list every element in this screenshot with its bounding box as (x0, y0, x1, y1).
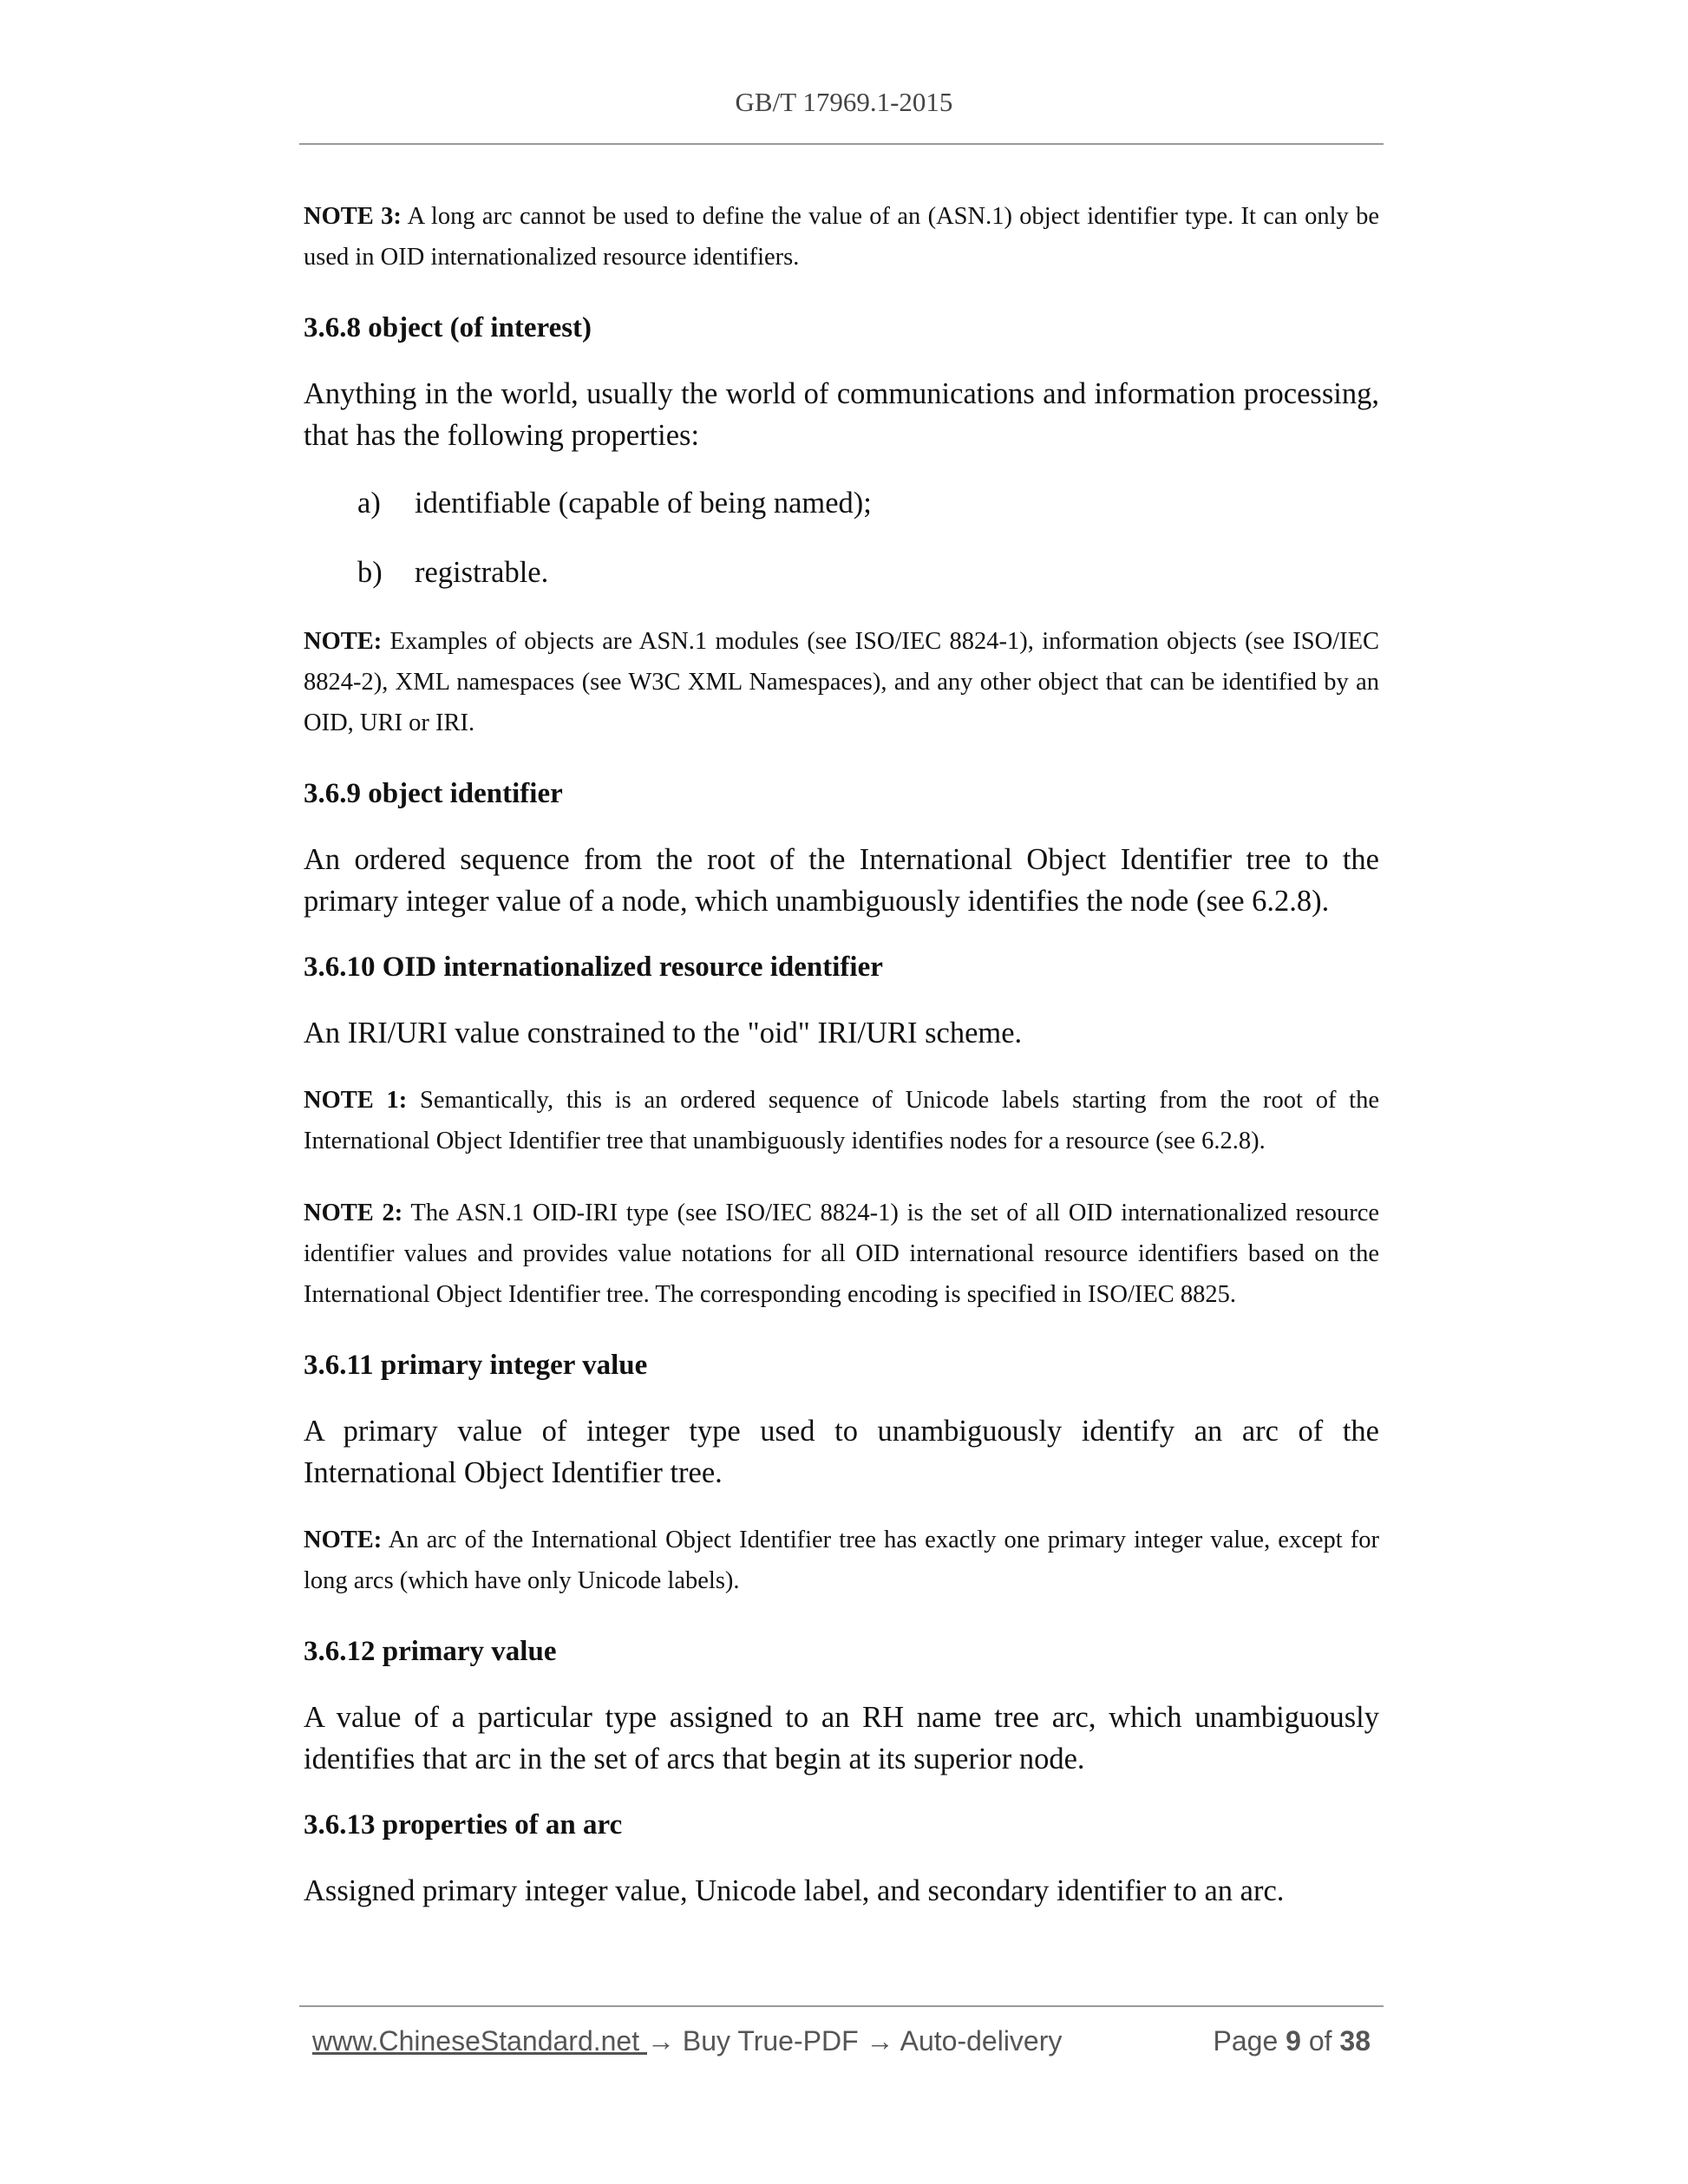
list-marker: b) (357, 556, 383, 589)
list-item-text: registrable. (415, 556, 549, 589)
page-number (1214, 2025, 1371, 2057)
list-marker: a) (357, 487, 381, 520)
note-3 (304, 196, 1379, 278)
page-header (0, 87, 1688, 118)
footer-promo (312, 2025, 1062, 2057)
definition-text: An ordered sequence from the root of the International Object Identifier tree to the primary integer value of a node, which unambiguously identifies the node (see 6.2.8). (304, 843, 1379, 918)
definition-text: A value of a particular type assigned to an RH name tree arc, which unambiguously identifies that arc in the set of arcs that begin at its superior node. (304, 1701, 1379, 1775)
note-label: NOTE 2: (304, 1200, 403, 1226)
document-id: GB/T 17969.1-2015 (735, 87, 953, 117)
note-text: Examples of objects are ASN.1 modules (see ISO/IEC 8824-1), information objects (see ISO/IEC 8824-2), XML namespaces (see W3C XML Namespaces), and any other object that can be identified by an OID, URI or IRI. (304, 628, 1379, 736)
buy-text: Buy True-PDF (675, 2025, 867, 2056)
arrow-right-icon: → (647, 2025, 675, 2056)
note-label: NOTE: (304, 628, 383, 655)
section-heading-3-6-10: 3.6.10 OID internationalized resource identifier (304, 951, 883, 983)
list-item-text: identifiable (capable of being named); (415, 487, 872, 520)
note-1 (304, 1080, 1379, 1161)
section-heading-3-6-8: 3.6.8 object (of interest) (304, 312, 592, 343)
note-label: NOTE 1: (304, 1087, 408, 1114)
section-heading-3-6-13: 3.6.13 properties of an arc (304, 1809, 623, 1841)
page-label: Page (1213, 2025, 1286, 2056)
of-label: of (1300, 2025, 1340, 2056)
definition-text: Assigned primary integer value, Unicode label, and secondary identifier to an arc. (304, 1874, 1285, 1907)
note (304, 1520, 1379, 1601)
note-text: An arc of the International Object Identifier tree has exactly one primary integer value, except for long arcs (which have only Unicode labels). (304, 1527, 1379, 1594)
page-footer (312, 2025, 1371, 2057)
note-text: The ASN.1 OID-IRI type (see ISO/IEC 8824-1) is the set of all OID internationalized resource identifier values and provides value notations for all OID international resource identifiers based on the International Object Identifier tree. The corresponding encoding is specified in ISO/IEC 8825. (304, 1200, 1379, 1308)
note-label: NOTE 3: (304, 203, 402, 230)
section-heading-3-6-12: 3.6.12 primary value (304, 1636, 557, 1667)
note (304, 621, 1379, 743)
list-item (304, 552, 1379, 593)
delivery-text: Auto-delivery (893, 2025, 1063, 2056)
section-heading-3-6-11: 3.6.11 primary integer value (304, 1350, 648, 1381)
note-label: NOTE: (304, 1527, 383, 1553)
note-text: Semantically, this is an ordered sequence of Unicode labels starting from the root of the International Object Identifier tree that unambiguously identifies nodes for a resource (see 6.2.8). (304, 1087, 1380, 1154)
header-divider (299, 143, 1384, 145)
definition-text: Anything in the world, usually the world of communications and information processing, that has the following properties: (304, 377, 1379, 452)
website-link[interactable]: www.ChineseStandard.net (312, 2025, 647, 2056)
list-item (304, 482, 1379, 524)
section-heading-3-6-9: 3.6.9 object identifier (304, 778, 563, 809)
current-page: 9 (1286, 2025, 1301, 2056)
total-pages: 38 (1339, 2025, 1371, 2056)
footer-divider (299, 2005, 1384, 2007)
definition-text: A primary value of integer type used to unambiguously identify an arc of the International Object Identifier tree. (304, 1415, 1379, 1489)
arrow-right-icon: → (866, 2025, 894, 2056)
definition-text: An IRI/URI value constrained to the "oid" IRI/URI scheme. (304, 1017, 1023, 1049)
page-content (304, 196, 1379, 1938)
note-text: A long arc cannot be used to define the value of an (ASN.1) object identifier type. It can only be used in OID internationalized resource identifiers. (304, 203, 1380, 271)
note-2 (304, 1193, 1379, 1315)
